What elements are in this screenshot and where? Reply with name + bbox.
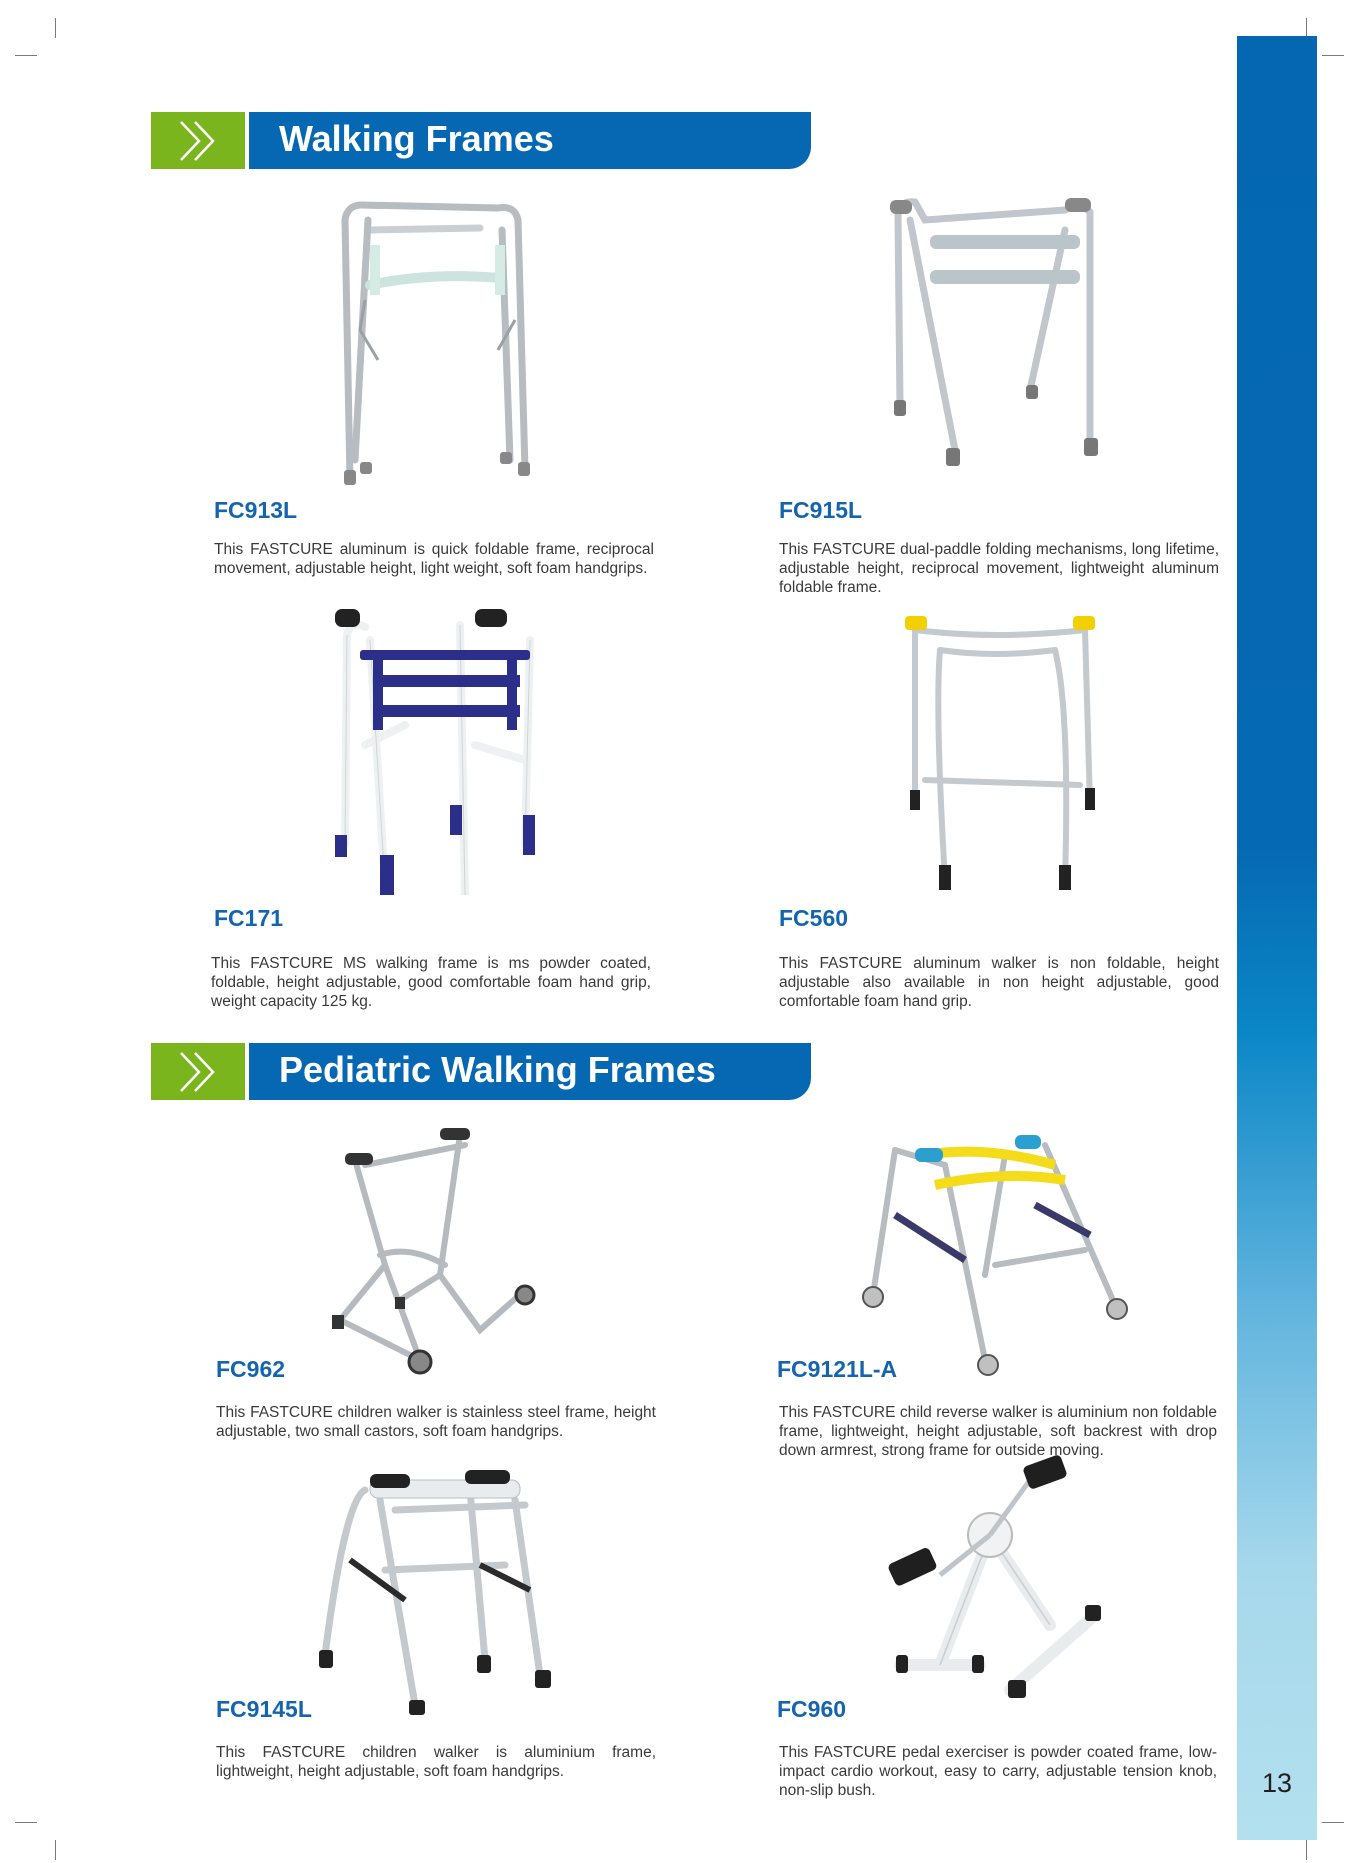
product-description: This FASTCURE children walker is stainless steel frame, height adjustable, two small castors, soft foam handgrips. — [216, 1404, 656, 1440]
product-image-fc913l — [320, 190, 560, 485]
product-fc9121l-a — [777, 1356, 1217, 1460]
section-title: Walking Frames — [279, 118, 554, 159]
product-fc913l — [214, 497, 654, 578]
crop-mark — [15, 1822, 37, 1823]
crop-mark — [1306, 1840, 1307, 1860]
section-title: Pediatric Walking Frames — [279, 1049, 716, 1090]
section-chevron-box — [151, 1043, 245, 1100]
crop-mark — [1322, 1822, 1344, 1823]
product-code: FC171 — [214, 905, 284, 931]
product-code: FC960 — [777, 1696, 847, 1722]
product-code: FC915L — [779, 497, 863, 523]
product-description: This FASTCURE children walker is aluminium frame, lightweight, height adjustable, soft foam handgrips. — [216, 1744, 656, 1780]
crop-mark — [15, 55, 37, 56]
product-fc960 — [777, 1696, 1217, 1800]
product-description: This FASTCURE aluminum is quick foldable frame, reciprocal movement, adjustable height, light weight, soft foam handgrips. — [214, 541, 654, 577]
section-title-bar — [249, 1043, 811, 1100]
section-chevron-box — [151, 112, 245, 169]
product-image-fc9145l — [315, 1460, 560, 1715]
product-fc171 — [211, 905, 651, 1011]
product-fc9145l — [216, 1696, 656, 1781]
section-header-pediatric-walking-frames — [151, 1043, 811, 1100]
product-description: This FASTCURE pedal exerciser is powder coated frame, low-impact cardio workout, easy to carry, adjustable tension knob, non-slip bush. — [779, 1744, 1217, 1799]
side-color-bar — [1237, 36, 1317, 1840]
crop-mark — [1322, 55, 1344, 56]
product-code: FC9121L-A — [777, 1356, 898, 1382]
product-code: FC560 — [779, 905, 849, 931]
product-description: This FASTCURE dual-paddle folding mechanisms, long lifetime, adjustable height, reciprocal movement, lightweight aluminum foldable frame. — [779, 541, 1219, 596]
double-chevron-right-icon — [177, 120, 221, 162]
crop-mark — [55, 18, 56, 38]
double-chevron-right-icon — [177, 1051, 221, 1093]
section-header-walking-frames — [151, 112, 811, 169]
product-description: This FASTCURE aluminum walker is non foldable, height adjustable also available in non height adjustable, good comfortable foam hand grip. — [779, 955, 1219, 1010]
product-image-fc560 — [895, 610, 1105, 900]
page-number: 13 — [1261, 1768, 1293, 1798]
product-code: FC9145L — [216, 1696, 312, 1722]
product-image-fc915l — [880, 190, 1110, 480]
product-code: FC913L — [214, 497, 298, 523]
product-fc962 — [216, 1356, 656, 1441]
product-fc560 — [779, 905, 1219, 1011]
crop-mark — [1306, 18, 1307, 38]
product-description: This FASTCURE MS walking frame is ms powder coated, foldable, height adjustable, good comfortable foam hand grip, weight capacity 125 kg. — [211, 955, 651, 1010]
crop-mark — [55, 1840, 56, 1860]
product-image-fc171 — [325, 605, 545, 895]
section-title-bar — [249, 112, 811, 169]
product-image-fc960 — [880, 1455, 1110, 1710]
product-description: This FASTCURE child reverse walker is aluminium non foldable frame, lightweight, height adjustable, soft backrest with drop down armrest, strong frame for outside moving. — [779, 1404, 1217, 1459]
product-image-fc9121l-a — [855, 1125, 1135, 1380]
product-fc915l — [779, 497, 1219, 597]
product-code: FC962 — [216, 1356, 286, 1382]
product-image-fc962 — [310, 1125, 550, 1375]
